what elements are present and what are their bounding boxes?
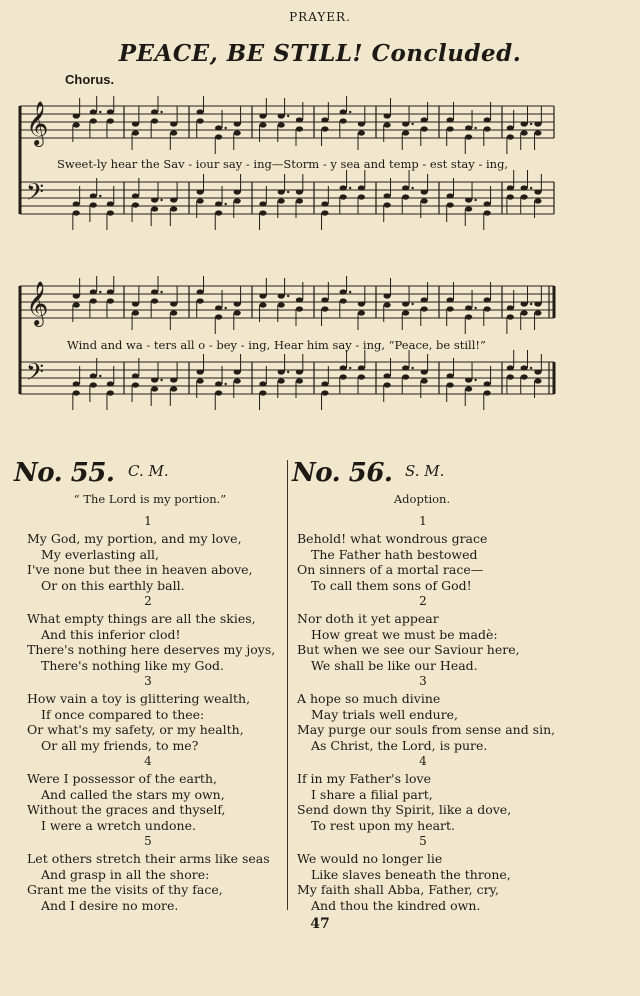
verse-line: What empty things are all the skies, [27,611,256,626]
note-head [358,121,365,126]
note-head [234,189,241,194]
verse-line: If once compared to thee: [41,706,205,722]
note-head [484,210,491,215]
note-head [215,210,222,215]
note-head [402,301,409,306]
note-head [197,189,204,194]
note-head [447,202,454,207]
note-head [296,306,303,311]
note-head [507,314,514,319]
note-head [90,298,97,303]
verse-line: And grasp in all the shore: [41,866,210,882]
verse-line: We shall be like our Head. [311,657,478,673]
hymn-55-meter: C. M. [128,462,169,480]
verse-line: But when we see our Saviour here, [297,642,520,657]
note-dot [160,199,162,201]
note-dot [99,195,101,197]
note-dot [411,187,413,189]
note-head [197,378,204,383]
note-head [507,305,514,310]
verse-line: As Christ, the Lord, is pure. [311,737,488,753]
verse-line: If in my Father's love [297,771,431,786]
verse-line: Were I possessor of the earth, [27,771,217,786]
note-head [321,117,328,122]
note-dot [349,187,351,189]
note-head [215,201,222,206]
note-head [384,382,391,387]
note-head [484,126,491,131]
verse-line: My God, my portion, and my love, [27,531,242,546]
note-head [151,298,158,303]
verse-number: 1 [419,514,427,528]
note-head [447,382,454,387]
note-head [215,390,222,395]
note-head [521,365,528,370]
verse-number: 3 [144,674,152,688]
note-head [170,197,177,202]
note-dot [160,379,162,381]
note-head [90,202,97,207]
note-head [465,197,472,202]
verse-line: My faith shall Abba, Father, cry, [297,882,499,897]
note-head [321,210,328,215]
note-head [296,117,303,122]
note-head [259,201,266,206]
note-dot [224,127,226,129]
verse-line: And this inferior clod! [41,626,181,642]
note-head [484,201,491,206]
note-head [259,381,266,386]
verse-line: To rest upon my heart. [311,817,456,833]
treble-clef-icon: 𝄞 [26,101,49,145]
note-dot [411,367,413,369]
note-head [402,194,409,199]
note-head [296,189,303,194]
verse-line: My everlasting all, [41,546,159,562]
verse-number: 3 [419,674,427,688]
note-head [90,382,97,387]
lyric-line-1: Sweet-ly hear the Sav - iour say - ing—Storm - y sea and temp - est stay - ing, [57,157,509,171]
note-head [534,189,541,194]
note-head [107,210,114,215]
note-head [465,206,472,211]
note-head [234,130,241,135]
note-head [170,301,177,306]
chorus-label: Chorus. [65,72,115,87]
note-head [170,121,177,126]
note-head [132,130,139,135]
verse-line: Or on this earthly ball. [41,577,185,593]
note-head [197,289,204,294]
note-head [507,185,514,190]
note-dot [224,307,226,309]
note-head [384,302,391,307]
note-head [321,381,328,386]
note-head [107,298,114,303]
note-dot [287,371,289,373]
note-head [507,194,514,199]
note-head [151,118,158,123]
note-head [521,185,528,190]
note-head [296,198,303,203]
note-head [278,189,285,194]
verse-number: 5 [144,834,152,848]
verse-line: A hope so much divine [297,691,441,706]
verse-line: I share a filial part, [311,786,433,802]
note-dot [287,191,289,193]
note-head [465,377,472,382]
note-head [340,365,347,370]
note-head [358,301,365,306]
note-head [170,206,177,211]
note-head [296,378,303,383]
note-dot [474,199,476,201]
note-dot [474,307,476,309]
note-head [234,369,241,374]
note-head [197,118,204,123]
verse-line: Nor doth it yet appear [297,611,439,626]
verse-line: There's nothing like my God. [41,657,224,673]
verse-line: Without the graces and thyself, [27,802,226,817]
verse-line: To call them sons of God! [311,577,472,593]
note-dot [160,111,162,113]
note-head [340,374,347,379]
note-head [321,390,328,395]
note-head [234,121,241,126]
verse-line: Behold! what wondrous grace [297,531,488,546]
note-head [384,193,391,198]
note-head [90,193,97,198]
note-head [321,201,328,206]
note-head [215,314,222,319]
note-head [151,109,158,114]
note-head [384,373,391,378]
note-head [73,113,80,118]
note-dot [474,127,476,129]
verse-number: 5 [419,834,427,848]
note-head [73,210,80,215]
note-head [90,118,97,123]
note-dot [349,367,351,369]
verse-line: We would no longer lie [297,851,443,866]
verse-line: And I desire no more. [41,897,179,913]
note-head [170,130,177,135]
note-head [73,293,80,298]
note-dot [530,367,532,369]
hymn-56-number: No. 56. [292,458,393,488]
note-head [465,125,472,130]
note-dot [530,187,532,189]
note-head [534,310,541,315]
note-head [521,374,528,379]
note-dot [349,291,351,293]
note-head [384,202,391,207]
note-head [465,314,472,319]
note-head [197,109,204,114]
note-dot [99,291,101,293]
note-head [340,109,347,114]
note-head [402,121,409,126]
verse-line: Or what's my safety, or my health, [27,722,244,737]
verse-line: Grant me the visits of thy face, [27,882,223,897]
note-head [447,297,454,302]
note-head [358,194,365,199]
note-head [465,134,472,139]
note-head [521,310,528,315]
note-head [278,122,285,127]
note-head [107,381,114,386]
verse-number: 4 [419,754,427,768]
verse-line: Or all my friends, to me? [41,737,199,753]
note-head [107,118,114,123]
note-head [507,365,514,370]
note-head [447,117,454,122]
note-head [278,369,285,374]
note-head [278,198,285,203]
verse-line: Let others stretch their arms like seas [27,851,270,866]
note-head [484,297,491,302]
note-head [402,130,409,135]
note-head [534,369,541,374]
note-dot [474,379,476,381]
note-head [358,130,365,135]
verse-line: There's nothing here deserves my joys, [27,642,276,657]
note-head [521,194,528,199]
verse-line: How vain a toy is glittering wealth, [27,691,251,706]
note-head [402,374,409,379]
note-dot [99,111,101,113]
note-head [402,365,409,370]
note-head [151,377,158,382]
note-head [90,289,97,294]
note-head [259,293,266,298]
verse-number: 2 [144,594,152,608]
note-head [73,201,80,206]
note-head [259,210,266,215]
note-head [132,382,139,387]
note-head [402,185,409,190]
verse-line: Send down thy Spirit, like a dove, [297,802,512,817]
note-head [197,198,204,203]
note-head [215,134,222,139]
verse-number: 1 [144,514,152,528]
note-head [447,193,454,198]
note-head [384,113,391,118]
note-dot [160,291,162,293]
note-head [358,310,365,315]
note-head [151,206,158,211]
note-head [73,381,80,386]
note-dot [349,111,351,113]
note-head [358,185,365,190]
note-head [534,130,541,135]
note-dot [411,303,413,305]
note-head [215,305,222,310]
note-head [402,310,409,315]
note-head [358,365,365,370]
note-head [507,125,514,130]
note-head [132,310,139,315]
verse-line: How great we must be madè: [311,626,498,642]
hymn-56-meter: S. M. [405,462,445,480]
note-head [278,113,285,118]
note-head [465,386,472,391]
note-head [170,310,177,315]
note-head [107,201,114,206]
note-head [296,369,303,374]
note-head [340,298,347,303]
note-head [521,121,528,126]
hymn-56-subtitle: Adoption. [393,492,451,506]
note-head [73,122,80,127]
note-dot [530,123,532,125]
note-head [73,390,80,395]
note-head [151,289,158,294]
note-head [421,378,428,383]
note-head [151,197,158,202]
note-head [421,126,428,131]
note-head [321,126,328,131]
note-dot [287,295,289,297]
note-head [234,310,241,315]
note-head [132,193,139,198]
note-head [132,121,139,126]
note-head [215,125,222,130]
verse-line: May purge our souls from sense and sin, [297,722,556,737]
note-head [321,306,328,311]
note-head [340,185,347,190]
note-head [384,293,391,298]
note-head [465,305,472,310]
note-head [215,381,222,386]
note-head [107,109,114,114]
song-title: PEACE, BE STILL! Concluded. [118,40,522,67]
note-dot [99,375,101,377]
verse-line: And called the stars my own, [41,786,225,802]
note-head [170,386,177,391]
verse-number: 2 [419,594,427,608]
treble-clef-icon: 𝄞 [26,281,49,325]
note-head [534,198,541,203]
note-head [321,297,328,302]
note-head [421,198,428,203]
hymn-55-number: No. 55. [14,458,115,488]
note-head [340,118,347,123]
note-head [259,302,266,307]
note-head [340,289,347,294]
note-head [278,293,285,298]
note-dot [287,115,289,117]
note-head [151,386,158,391]
note-head [484,390,491,395]
note-head [234,301,241,306]
note-head [90,373,97,378]
note-head [132,301,139,306]
note-head [421,369,428,374]
bass-clef-icon: 𝄢 [26,178,45,211]
verse-line: On sinners of a mortal race— [297,562,484,577]
note-head [73,302,80,307]
note-head [534,121,541,126]
hymn-55-subtitle: “ The Lord is my portion.” [73,492,227,506]
note-head [447,126,454,131]
note-head [421,306,428,311]
note-head [296,297,303,302]
note-head [132,202,139,207]
verse-line: The Father hath bestowed [311,546,478,562]
note-head [234,378,241,383]
verse-line: And thou the kindred own. [311,897,481,913]
note-head [296,126,303,131]
page-header: PRAYER. [289,10,351,24]
note-head [534,378,541,383]
page-number: 47 [310,916,330,932]
note-head [259,113,266,118]
note-head [234,198,241,203]
note-head [107,289,114,294]
verse-line: May trials well endure, [311,706,459,722]
note-head [507,374,514,379]
note-head [259,390,266,395]
note-head [421,189,428,194]
bass-clef-icon: 𝄢 [26,358,45,391]
note-head [484,306,491,311]
column-divider [287,460,288,910]
verse-line: I've none but thee in heaven above, [27,562,253,577]
note-head [421,117,428,122]
note-head [534,301,541,306]
note-dot [224,383,226,385]
note-head [521,130,528,135]
note-head [107,390,114,395]
note-head [447,306,454,311]
verse-number: 4 [144,754,152,768]
note-head [507,134,514,139]
note-dot [224,203,226,205]
note-dot [411,123,413,125]
note-head [421,297,428,302]
verse-line: Like slaves beneath the throne, [311,866,511,882]
note-head [197,298,204,303]
note-head [197,369,204,374]
note-head [384,122,391,127]
note-head [278,378,285,383]
note-head [447,373,454,378]
verse-line: I were a wretch undone. [41,817,196,833]
note-head [340,194,347,199]
lyric-line-2: Wind and wa - ters all o - bey - ing, Hear him say - ing, “Peace, be still!” [67,338,486,352]
note-head [259,122,266,127]
note-head [132,373,139,378]
note-head [521,301,528,306]
note-head [278,302,285,307]
note-head [484,381,491,386]
note-head [484,117,491,122]
note-head [90,109,97,114]
note-head [358,374,365,379]
note-head [170,377,177,382]
note-dot [530,303,532,305]
